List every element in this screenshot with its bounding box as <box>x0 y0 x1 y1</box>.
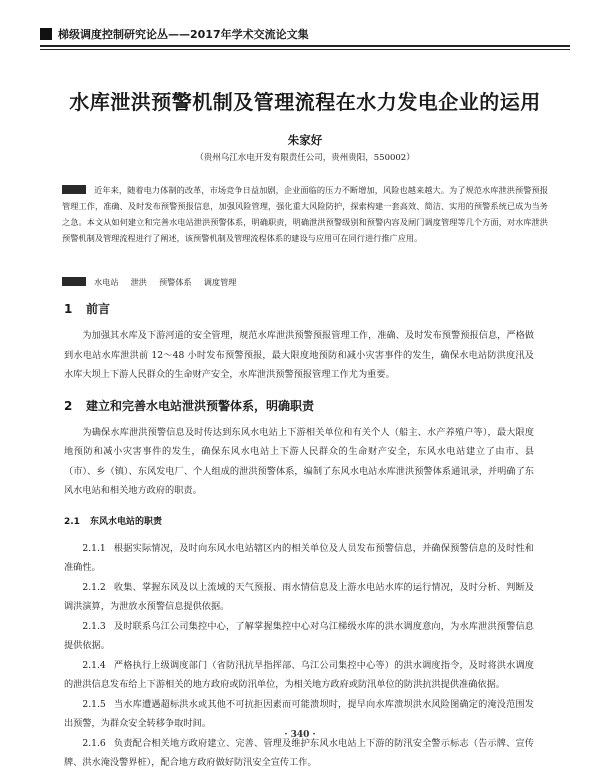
abstract-text: 近年来，随着电力体制的改革，市场竞争日益加剧，企业面临的压力不断增加，风险也越来越大。为了规范水库泄洪预警预报管理工作，准确、及时发布预警预报信息，加强风险管理，强化重大风险防护，探索构建一套高效、简洁、实用的预警系统已成为当务之急。本文从如何建立和完善水电站泄洪预警体系，明确职责，明确泄洪预警级别和预警内容及闸门调度管理等几个方面，对水库泄洪预警机制及管理流程进行了阐述，该预警机制及管理流程体系的建设与应用可在同行进行推广应用。 <box>62 185 548 243</box>
keyword: 调度管理 <box>203 277 237 287</box>
subsection-item: 2.1.5 当水库遭遇超标洪水或其他不可抗拒因素而可能溃坝时，提早向水库溃坝洪水风险图确定的淹没范围发出预警，为群众安全转移争取时间。 <box>64 698 534 729</box>
keyword: 泄洪 <box>130 277 147 287</box>
keyword: 水电站 <box>94 277 119 287</box>
subsection-item: 2.1.1 根据实际情况，及时向东风水电站辖区内的相关单位及人员发布预警信息，并确保预警信息的及时性和准确性。 <box>64 542 534 573</box>
affiliation: （贵州乌江水电开发有限责任公司，贵州贵阳，550002） <box>195 153 415 163</box>
section-heading-1: 1 前言 <box>64 302 111 316</box>
subsection-item: 2.1.6 负责配合相关地方政府建立、完善、管理及维护东风水电站上下游的防汛安全警示标志（告示牌、宣传牌、洪水淹没警界桩），配合地方政府做好防汛安全宣传工作。 <box>64 737 534 768</box>
header-square-icon <box>40 28 52 40</box>
subsection-item: 2.1.3 及时联系乌江公司集控中心，了解掌握集控中心对乌江梯级水库的洪水调度意向，为水库泄洪预警信息提供依据。 <box>64 620 534 651</box>
author: 朱家好 <box>287 133 323 147</box>
running-header <box>40 26 570 42</box>
abstract-label-tag <box>62 185 86 194</box>
keyword: 预警体系 <box>158 277 192 287</box>
paper-title: 水库泄洪预警机制及管理流程在水力发电企业的运用 <box>69 90 541 114</box>
keywords <box>62 277 548 288</box>
abstract <box>62 182 548 246</box>
section-1-paragraph: 为加强其水库及下游河道的安全管理，规范水库泄洪预警预报管理工作，准确、及时发布预警预报信息，严格做到水电站水库泄洪前 12～48 小时发布预警预报，最大限度地预防和减小灾害事件的发生，确保水电站防洪度汛及水库大坝上下游人民群众的生命财产安全，水库泄洪预警预报管理工作尤为重要。 <box>64 330 534 380</box>
subsection-heading: 2.1 东风水电站的职责 <box>64 516 163 527</box>
section-heading-2: 2 建立和完善水电站泄洪预警体系，明确职责 <box>64 398 315 413</box>
journal-title: 梯级调度控制研究论丛——2017年学术交流论文集 <box>58 28 309 41</box>
subsection-item: 2.1.2 收集、掌握东风及以上流域的天气预报、雨水情信息及上游水电站水库的运行情况，及时分析、判断及调洪演算，为泄放水预警信息提供依据。 <box>64 581 534 612</box>
body <box>64 300 534 773</box>
keywords-label-tag <box>62 277 86 286</box>
section-2-paragraph: 为确保水库泄洪预警信息及时传达到东风水电站上下游相关单位和有关个人（船主、水产养殖户等），最大限度地预防和减小灾害事件的发生，确保东风水电站上下游人民群众的生命财产安全，东风水电站建立了由市、县（市）、乡（镇）、东风发电厂、个人组成的泄洪预警体系，编制了东风水电站水库泄洪预警体系通讯录，并明确了东风水电站和相关地方政府的职责。 <box>64 426 534 496</box>
subsection-item: 2.1.4 严格执行上级调度部门（省防汛抗旱指挥部、乌江公司集控中心等）的洪水调度指令，及时将洪水调度的泄洪信息发布给上下游相关的地方政府或防汛单位，为相关地方政府或防汛单位的防洪抗洪提供准确依据。 <box>64 659 534 690</box>
page-number: · 340 · <box>284 730 316 740</box>
header-rule <box>40 45 570 50</box>
